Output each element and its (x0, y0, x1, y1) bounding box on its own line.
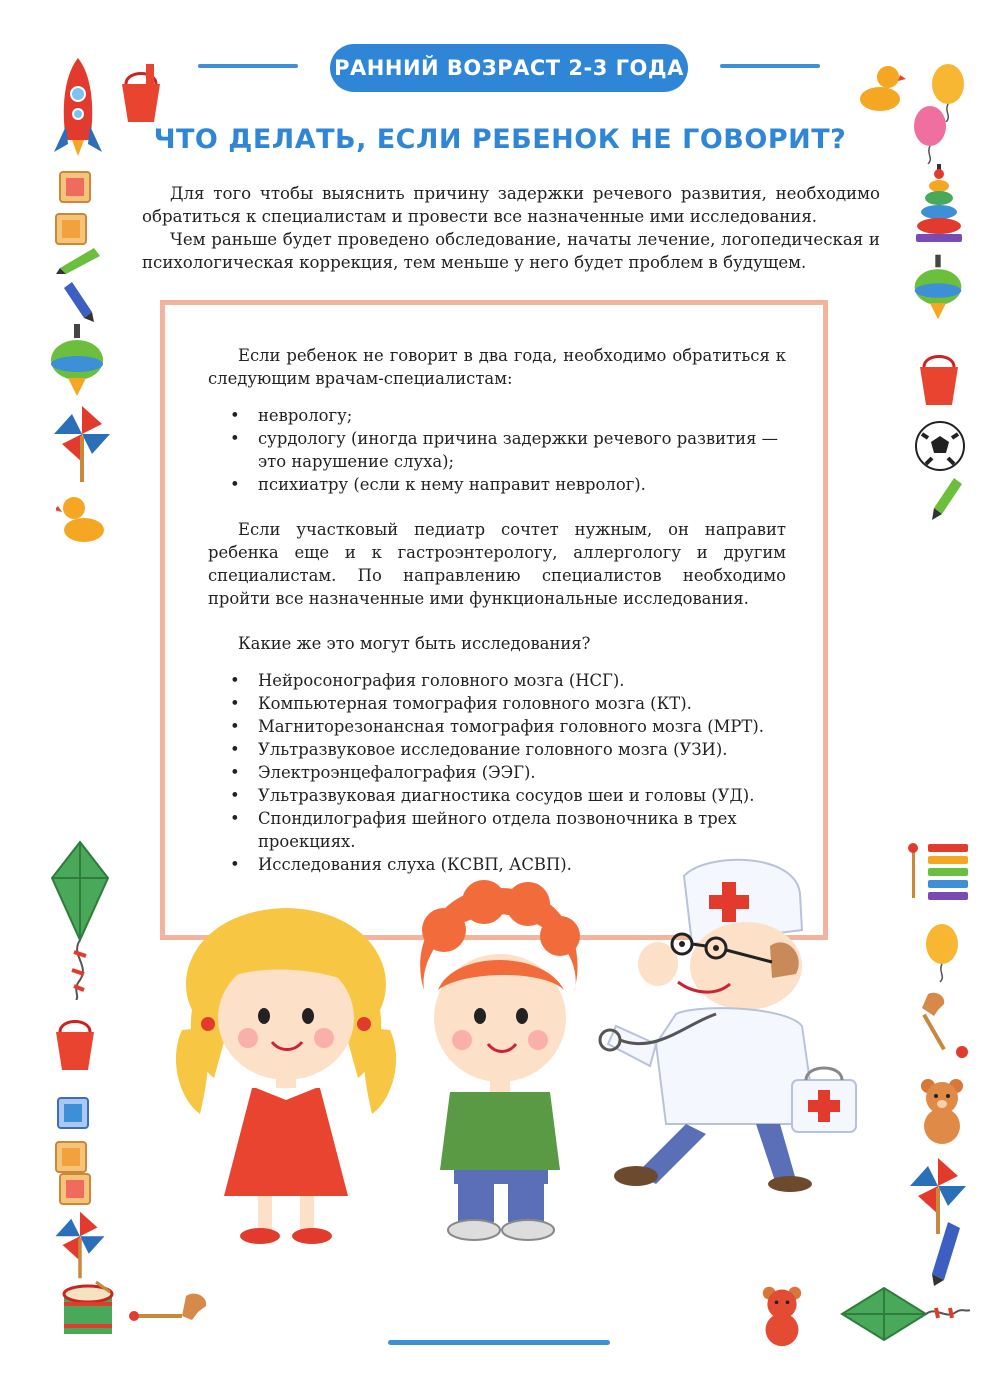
intro-paragraph-2: Чем раньше будет проведено обследование, начаты лечение, логопедическая и психологическая коррекция, тем меньше у него будет проблем в будущем. (142, 230, 880, 272)
pencil-blue-icon (60, 282, 94, 322)
teddy-bear-icon (916, 1076, 968, 1146)
alphabet-block-b-icon (54, 212, 88, 246)
rocket-icon (50, 56, 106, 160)
hobby-horse-icon (914, 990, 970, 1060)
list-item: • Магниторезонансная томография головного мозга (МРТ). (208, 715, 786, 738)
list-item: • психиатру (если к нему направит невролог). (208, 473, 786, 496)
spinning-top-icon (912, 252, 964, 322)
header-line-right (720, 64, 820, 68)
footer-line (388, 1340, 610, 1345)
pinwheel-icon (52, 1210, 108, 1280)
list-item: • неврологу; (208, 404, 786, 427)
intro-paragraph-1: Для того чтобы выяснить причину задержки речевого развития, необходимо обратиться к специалистам и провести все назначенные ими исследования. (142, 184, 880, 226)
girl-illustration (172, 900, 400, 1248)
age-category-badge: РАННИЙ ВОЗРАСТ 2-3 ГОДА (330, 44, 688, 92)
doctor-illustration (596, 854, 860, 1192)
tests-question: Какие же это могут быть исследования? (238, 634, 591, 653)
info-box-content (208, 344, 786, 898)
kite-icon (840, 1284, 970, 1344)
intro-text (142, 182, 880, 274)
list-item: • сурдологу (иногда причина задержки речевого развития — это нарушение слуха); (208, 427, 786, 473)
soccer-ball-icon (914, 420, 966, 472)
list-item: • Электроэнцефалография (ЭЭГ). (208, 761, 786, 784)
header-line-left (198, 64, 298, 68)
teddy-bear-icon (756, 1284, 808, 1348)
list-item: • Исследования слуха (КСВП, АСВП). (208, 853, 786, 876)
pencil-green-icon (56, 244, 104, 274)
rubber-duck-icon (56, 494, 106, 544)
list-item: • Компьютерная томография головного мозга (КТ). (208, 692, 786, 715)
alphabet-block-d-icon (58, 1172, 92, 1206)
rubber-duck-icon (856, 62, 906, 114)
list-item: • Спондилография шейного отдела позвоночника в трех проекциях. (208, 807, 786, 853)
doctors-intro: Если ребенок не говорит в два года, необходимо обратиться к следующим врачам-специалистам: (208, 346, 786, 388)
pinwheel-icon (52, 404, 112, 484)
balloon-pink-icon (910, 104, 950, 164)
pediatrician-paragraph: Если участковый педиатр сочтет нужным, он направит ребенка еще и к гастроэнтерологу, аллергологу и другим специалистам. По направлению специалистов необходимо пройти все назначенные ими функциональные исследования. (208, 520, 786, 608)
alphabet-block-a-icon (58, 170, 92, 204)
list-item: • Ультразвуковое исследование головного мозга (УЗИ). (208, 738, 786, 761)
spinning-top-icon (48, 324, 106, 396)
kite-icon (50, 840, 110, 1000)
drum-icon (60, 1280, 116, 1340)
boy-illustration (404, 880, 588, 1248)
doctors-list (208, 404, 786, 496)
pencil-blue-icon (926, 1220, 966, 1286)
tests-list (208, 669, 786, 876)
alphabet-block-b-icon (54, 1140, 88, 1174)
stacking-rings-icon (912, 164, 966, 244)
alphabet-block-v-icon (56, 1096, 90, 1130)
bucket-icon (116, 62, 166, 126)
list-item: • Ультразвуковая диагностика сосудов шеи и головы (УД). (208, 784, 786, 807)
balloon-yellow-icon (922, 920, 962, 984)
list-item: • Нейросонография головного мозга (НСГ). (208, 669, 786, 692)
xylophone-icon (904, 840, 970, 906)
pencil-green-icon (930, 476, 964, 520)
bucket-icon (914, 344, 964, 410)
hobby-horse-icon (128, 1290, 210, 1330)
bucket-icon (50, 1010, 100, 1074)
page-title: ЧТО ДЕЛАТЬ, ЕСЛИ РЕБЕНОК НЕ ГОВОРИТ? (153, 124, 847, 155)
